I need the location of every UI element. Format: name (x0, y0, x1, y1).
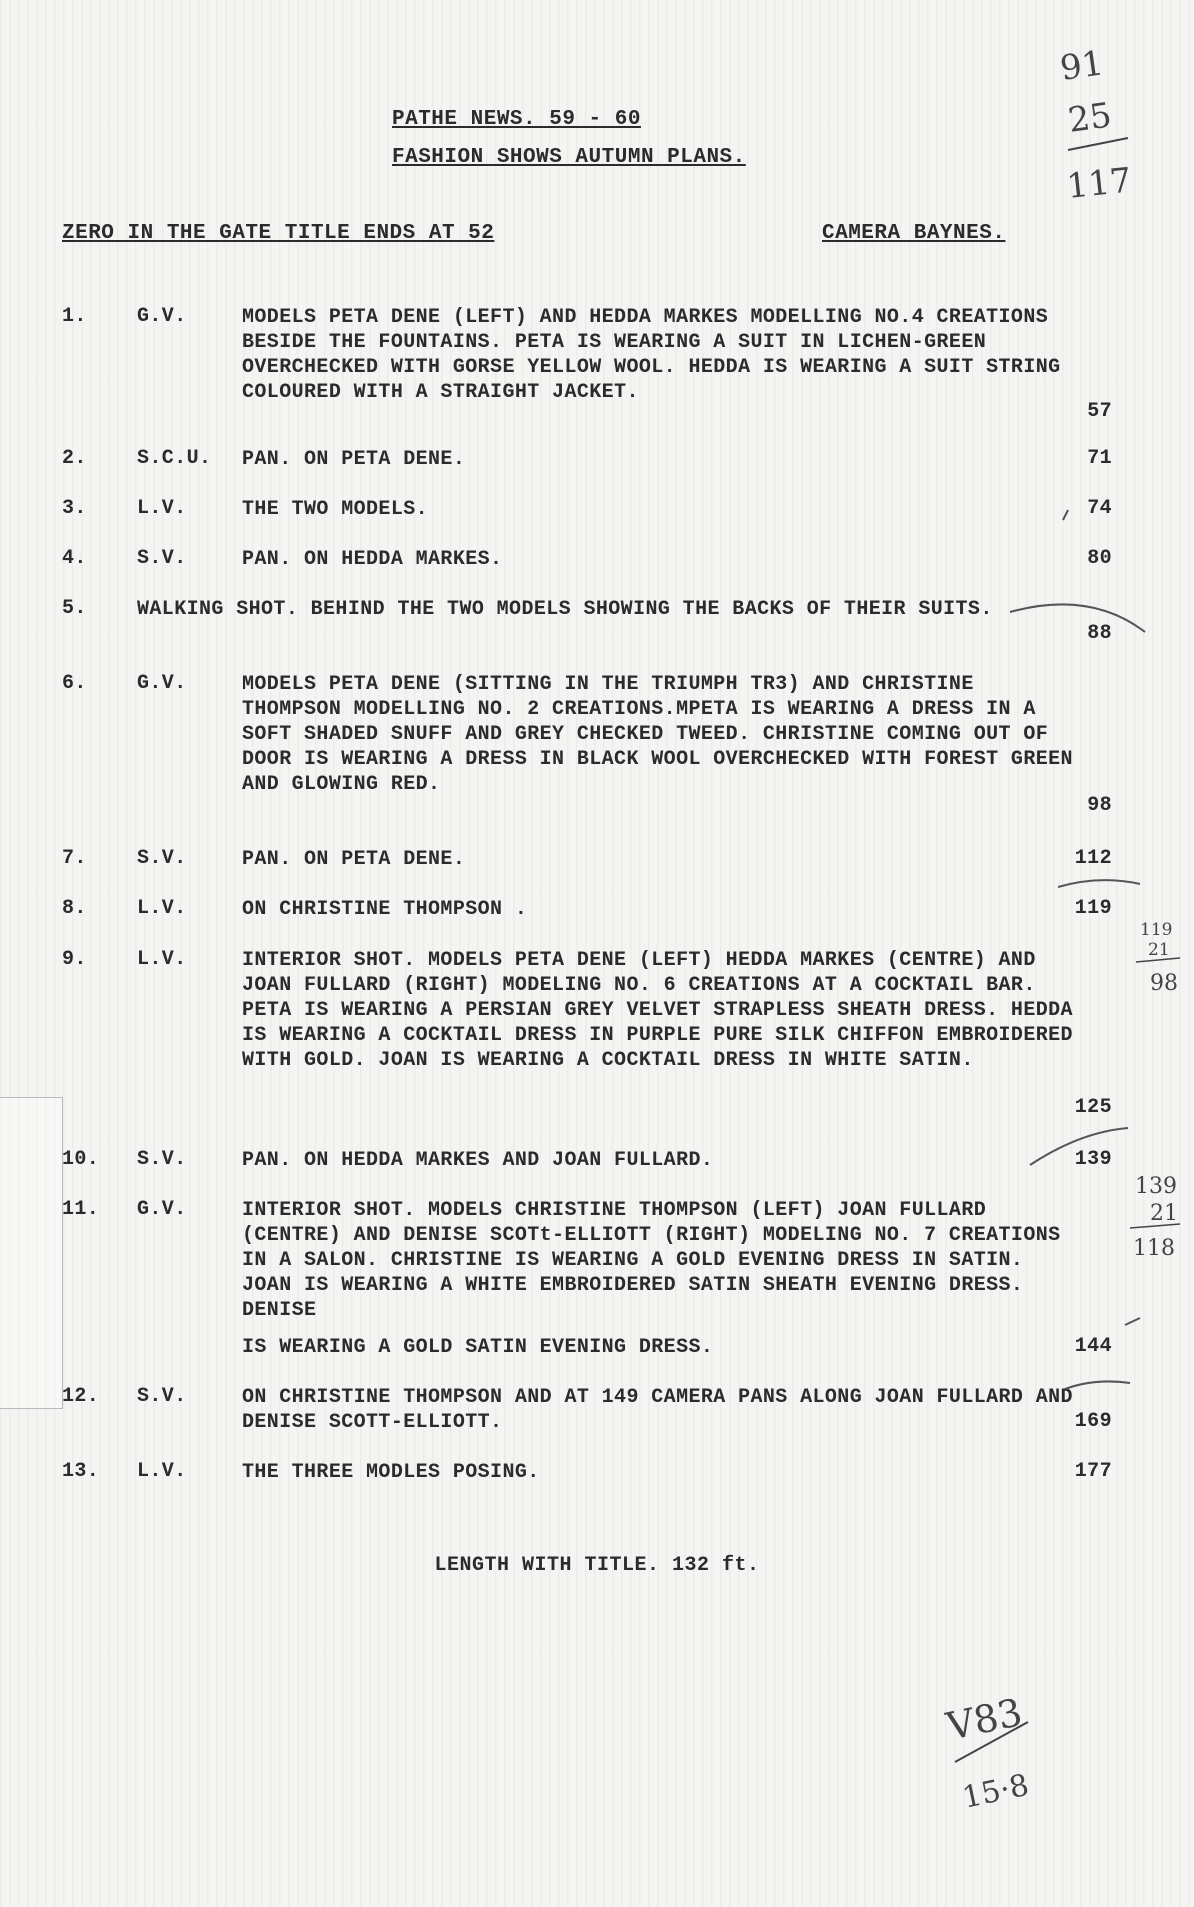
shot-description: INTERIOR SHOT. MODELS PETA DENE (LEFT) HEDDA MARKES (CENTRE) AND JOAN FULLARD (RIGHT) MODELING NO. 6 CREATIONS AT A COCKTAIL BAR. PETA IS WEARING A PERSIAN GREY VELVET STRAPLESS SHEATH DRESS. HEDDA IS WEARING A COCKTAIL DRESS IN PURPLE PURE SILK CHIFFON EMBROIDERED WITH GOLD. JOAN IS WEARING A COCKTAIL DRESS IN WHITE SATIN. (242, 949, 1073, 1072)
attached-slip (0, 1097, 63, 1409)
shot-number: 13. (62, 1460, 100, 1483)
shot-type: G.V. (137, 305, 187, 328)
footage: 112 (1074, 847, 1112, 870)
shot-description: THE THREE MODLES POSING. (242, 1461, 540, 1484)
shot-number: 5. (62, 597, 87, 620)
annotation-text: 118 (1133, 1236, 1175, 1261)
annotation-text: 21 (1150, 1201, 1178, 1226)
annotation-text: 119 (1140, 920, 1173, 940)
annotation-text: 15·8 (959, 1767, 1033, 1816)
shot-type: S.V. (137, 547, 187, 570)
shot-number: 8. (62, 897, 87, 920)
shot-description: INTERIOR SHOT. MODELS CHRISTINE THOMPSON (LEFT) JOAN FULLARD (CENTRE) AND DENISE SCOTt-ELLIOTT (RIGHT) MODELING NO. 7 CREATIONS IN A SALON. CHRISTINE IS WEARING A GOLD EVENING DRESS IN SATIN. JOAN IS WEARING A WHITE EMBROIDERED SATIN SHEATH EVENING DRESS. DENISE (242, 1199, 1061, 1322)
shot-number: 12. (62, 1385, 100, 1408)
shot-type: L.V. (137, 1460, 187, 1483)
shot-type: S.V. (137, 1148, 187, 1171)
annotation-text: 25 (1065, 95, 1115, 141)
footage: 144 (1074, 1335, 1112, 1358)
annotation-text: 98 (1150, 971, 1178, 996)
annotation-text: 91 (1057, 43, 1107, 89)
shot-description: MODELS PETA DENE (LEFT) AND HEDDA MARKES MODELLING NO.4 CREATIONS BESIDE THE FOUNTAINS. PETA IS WEARING A SUIT IN LICHEN-GREEN OVERCHECKED WITH GORSE YELLOW WOOL. HEDDA IS WEARING A SUIT STRING COLOURED WITH A STRAIGHT JACKET. (242, 306, 1061, 404)
footage: 177 (1074, 1460, 1112, 1483)
annotation-right-lower (1130, 1174, 1180, 1261)
footage: 119 (1074, 897, 1112, 920)
shot-type: L.V. (137, 948, 187, 971)
footage: 139 (1074, 1148, 1112, 1171)
shot-type: L.V. (137, 897, 187, 920)
shot-type: S.V. (137, 1385, 187, 1408)
shot-description: THE TWO MODELS. (242, 498, 429, 521)
shot-number: 7. (62, 847, 87, 870)
shot-number: 2. (62, 447, 87, 470)
annotation-right-mid (1136, 920, 1180, 996)
footage: 71 (1087, 447, 1112, 470)
shot-number: 4. (62, 547, 87, 570)
shot-description: MODELS PETA DENE (SITTING IN THE TRIUMPH TR3) AND CHRISTINE THOMPSON MODELLING NO. 2 CREATIONS.MPETA IS WEARING A DRESS IN A SOFT SHADED SNUFF AND GREY CHECKED TWEED. CHRISTINE COMING OUT OF DOOR IS WEARING A DRESS IN BLACK WOOL OVERCHECKED WITH FOREST GREEN AND GLOWING RED. (242, 673, 1073, 796)
shot-description-text: WALKING SHOT. BEHIND THE TWO MODELS SHOWING THE BACKS OF THEIR SUITS. (137, 598, 993, 621)
camera-credit: CAMERA BAYNES. (822, 222, 1006, 245)
shot-number: 9. (62, 948, 87, 971)
shot-description: PAN. ON HEDDA MARKES AND JOAN FULLARD. (242, 1149, 714, 1172)
shot-description: ON CHRISTINE THOMPSON AND AT 149 CAMERA PANS ALONG JOAN FULLARD AND DENISE SCOTT-ELLIOTT. (242, 1386, 1073, 1434)
shot-description (137, 597, 1082, 622)
annotation-bottom (942, 1690, 1032, 1816)
shot-type: S.V. (137, 847, 187, 870)
shot-number: 11. (62, 1198, 100, 1221)
length-with-title: LENGTH WITH TITLE. 132 ft. (434, 1554, 760, 1577)
shot-description-continued: IS WEARING A GOLD SATIN EVENING DRESS. (242, 1336, 714, 1359)
annotation-top-right (1058, 43, 1134, 207)
shot-description: ON CHRISTINE THOMPSON . (242, 898, 528, 921)
shot-description: PAN. ON HEDDA MARKES. (242, 548, 503, 571)
annotation-text: 117 (1064, 160, 1134, 207)
shot-type: G.V. (137, 1198, 187, 1221)
shot-type: S.C.U. (137, 447, 212, 470)
shot-description: PAN. ON PETA DENE. (242, 848, 466, 871)
annotation-text: 21 (1148, 940, 1170, 960)
footage: 80 (1087, 547, 1112, 570)
footage: 169 (1074, 1410, 1112, 1433)
shot-number: 6. (62, 672, 87, 695)
shot-number: 3. (62, 497, 87, 520)
document-subtitle: FASHION SHOWS AUTUMN PLANS. (392, 146, 746, 169)
shot-number: 10. (62, 1148, 100, 1171)
shot-type: G.V. (137, 672, 187, 695)
footage: 125 (1074, 1096, 1112, 1119)
footage: 57 (1087, 400, 1112, 423)
shot-type: L.V. (137, 497, 187, 520)
shot-description: PAN. ON PETA DENE. (242, 448, 466, 471)
footage: 74 (1087, 497, 1112, 520)
footage: 88 (1087, 622, 1112, 645)
zero-gate-note: ZERO IN THE GATE TITLE ENDS AT 52 (62, 222, 495, 245)
shot-number: 1. (62, 305, 87, 328)
annotation-text: V83 (942, 1690, 1027, 1749)
footage: 98 (1087, 794, 1112, 817)
document-title: PATHE NEWS. 59 - 60 (392, 108, 641, 131)
annotation-text: 139 (1135, 1174, 1177, 1199)
